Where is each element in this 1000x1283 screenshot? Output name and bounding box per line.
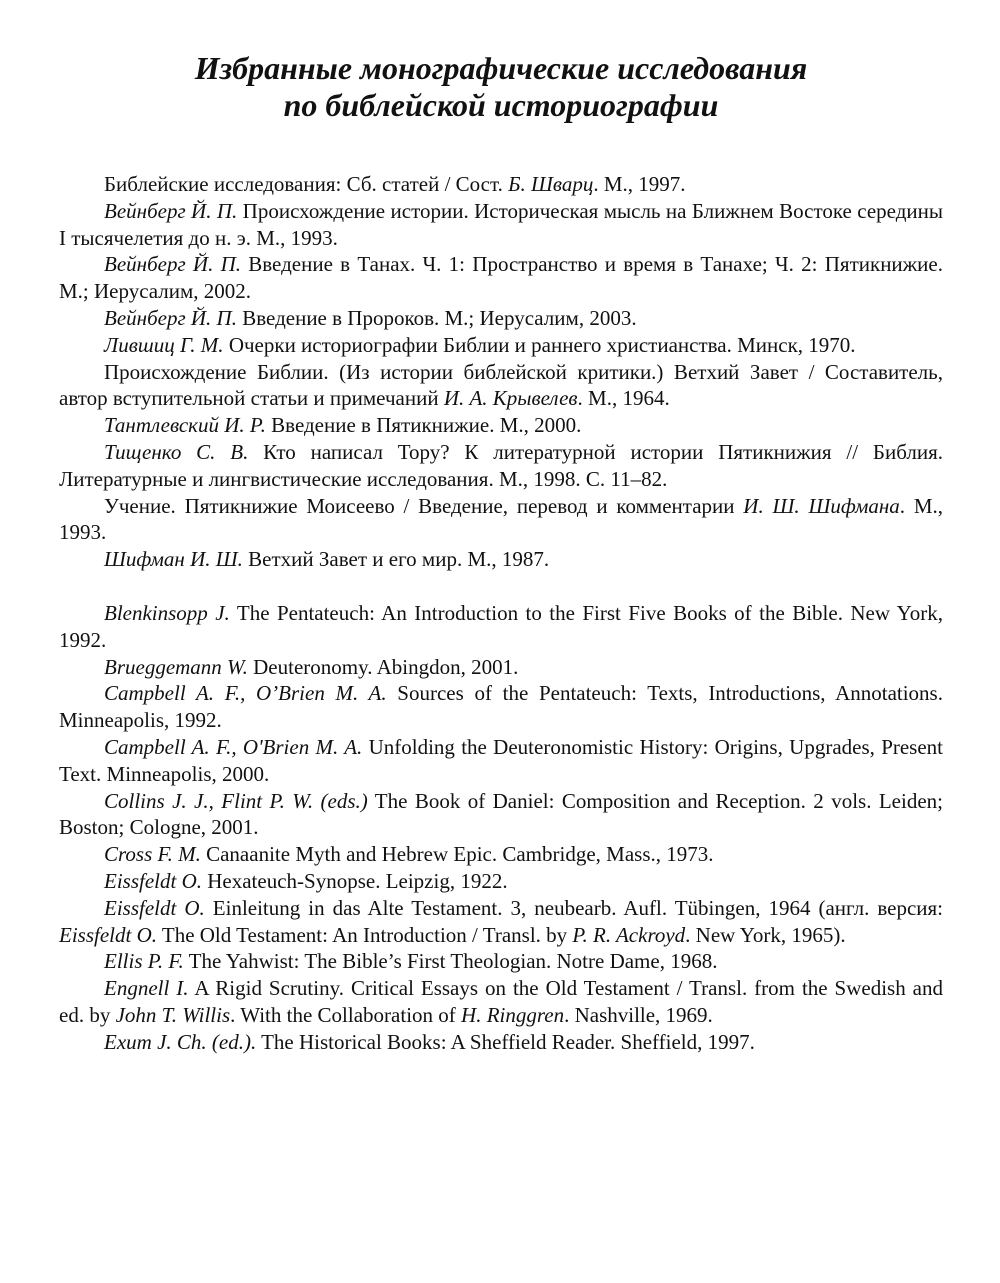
reference-entry	[59, 600, 943, 654]
reference-entry	[59, 868, 943, 895]
reference-text: Учение. Пятикнижие Моисеево / Введение, перевод и комментарии	[104, 493, 744, 518]
reference-author: Collins J. J., Flint P. W. (eds.)	[104, 788, 368, 813]
reference-author: Campbell A. F., O’Brien M. A.	[104, 681, 387, 706]
reference-text: . М., 1997.	[593, 172, 686, 196]
reference-text: . New York, 1965).	[685, 922, 846, 947]
reference-author: Тантлевский И. Р.	[104, 413, 266, 438]
reference-author: Blenkinsopp J.	[104, 600, 230, 625]
reference-author: H. Ringgren	[461, 1002, 565, 1027]
reference-text: Canaanite Myth and Hebrew Epic. Cambridge, Mass., 1973.	[200, 842, 714, 867]
reference-entry	[59, 493, 943, 547]
reference-entry	[59, 734, 943, 788]
reference-text: . With the Collaboration of	[230, 1002, 462, 1027]
reference-text: Введение в Танах. Ч. 1: Пространство и время в Танахе; Ч. 2: Пятикнижие. М.; Иерусалим, 2002.	[59, 252, 943, 304]
reference-author: Вейнберг Й. П.	[104, 305, 237, 330]
reference-author: Ellis P. F.	[104, 949, 184, 974]
reference-entry	[59, 198, 943, 252]
reference-entry	[59, 841, 943, 868]
reference-text: Происхождение истории. Историческая мысль на Ближнем Востоке середины I тысячелетия до н. э. М., 1993.	[59, 198, 943, 250]
reference-text: Einleitung in das Alte Testament. 3, neubearb. Aufl. Tübingen, 1964 (англ. версия:	[204, 895, 943, 920]
reference-entry	[59, 680, 943, 734]
reference-author: И. Ш. Шифмана	[743, 493, 900, 518]
reference-text: Библейские исследования: Сб. статей / Сост.	[104, 172, 509, 196]
reference-text: Ветхий Завет и его мир. М., 1987.	[242, 547, 550, 572]
reference-text: The Book of Daniel: Composition and Reception. 2 vols. Leiden; Boston; Cologne, 2001.	[59, 788, 943, 840]
reference-text: . Nashville, 1969.	[564, 1002, 713, 1027]
reference-entry	[59, 359, 943, 413]
reference-entry	[59, 251, 943, 305]
reference-text: Deuteronomy. Abingdon, 2001.	[247, 654, 519, 679]
reference-author: Б. Шварц	[508, 172, 594, 196]
reference-text: The Old Testament: An Introduction / Transl. by	[157, 922, 573, 947]
references-list	[59, 171, 943, 1056]
reference-text: The Yahwist: The Bible’s First Theologian. Notre Dame, 1968.	[183, 949, 718, 974]
reference-author: Eissfeldt O.	[59, 922, 157, 947]
reference-entry	[59, 546, 943, 573]
reference-entry	[59, 332, 943, 359]
reference-author: Eissfeldt O.	[104, 895, 205, 920]
reference-text: Введение в Пророков. М.; Иерусалим, 2003.	[236, 305, 637, 330]
reference-author: Тищенко С. В.	[104, 439, 249, 464]
russian-references	[59, 171, 943, 573]
reference-author: Campbell A. F., O'Brien M. A.	[104, 734, 363, 759]
reference-author: John T. Willis	[115, 1002, 231, 1027]
reference-entry	[59, 439, 943, 493]
reference-entry	[59, 305, 943, 332]
reference-author: Cross F. M.	[104, 842, 201, 867]
reference-text: Введение в Пятикнижие. М., 2000.	[265, 413, 582, 438]
title-line-1: Избранные монографические исследования	[194, 50, 808, 86]
reference-entry	[59, 975, 943, 1029]
reference-author: Шифман И. Ш.	[104, 547, 243, 572]
reference-text: The Pentateuch: An Introduction to the First Five Books of the Bible. New York, 1992.	[59, 600, 943, 652]
reference-author: Вейнберг Й. П.	[104, 198, 238, 223]
reference-text: Очерки историографии Библии и раннего христианства. Минск, 1970.	[223, 332, 856, 357]
reference-text: Sources of the Pentateuch: Texts, Introductions, Annotations. Minneapolis, 1992.	[59, 681, 943, 733]
reference-text: The Historical Books: A Sheffield Reader. Sheffield, 1997.	[256, 1029, 755, 1054]
section-gap	[59, 573, 943, 600]
reference-author: Brueggemann W.	[104, 654, 248, 679]
reference-entry	[59, 171, 943, 198]
reference-author: Exum J. Ch. (ed.).	[104, 1029, 257, 1054]
reference-text: . М., 1964.	[577, 386, 670, 411]
reference-author: P. R. Ackroyd	[572, 922, 686, 947]
title-line-2: по библейской историографии	[283, 87, 719, 123]
reference-author: Лившиц Г. М.	[104, 332, 224, 357]
reference-entry	[59, 412, 943, 439]
reference-text: A Rigid Scrutiny. Critical Essays on the Old Testament / Transl. from the Swedish and ed. by	[59, 976, 944, 1027]
reference-author: И. А. Крывелев	[443, 386, 578, 411]
reference-entry	[59, 895, 943, 949]
reference-text: Кто написал Тору? К литературной истории Пятикнижия // Библия. Литературные и лингвистические исследования. М., 1998. С. 11–82.	[59, 439, 943, 491]
reference-author: Engnell I.	[104, 976, 189, 1001]
bibliography-page	[59, 50, 943, 1056]
reference-entry	[59, 654, 943, 681]
reference-entry	[59, 788, 943, 842]
english-references	[59, 600, 943, 1056]
reference-author: Eissfeldt O.	[104, 868, 202, 893]
reference-entry	[59, 1029, 943, 1056]
reference-text: Происхождение Библии. (Из истории библейской критики.) Ветхий Завет / Составитель, автор вступительной статьи и примечаний	[59, 359, 943, 411]
reference-text: . М., 1993.	[59, 493, 943, 545]
reference-author: Вейнберг Й. П.	[104, 252, 241, 277]
page-title	[59, 50, 943, 124]
reference-text: Hexateuch-Synopse. Leipzig, 1922.	[202, 868, 508, 893]
reference-text: Unfolding the Deuteronomistic History: Origins, Upgrades, Present Text. Minneapolis, 2000.	[59, 734, 944, 786]
reference-entry	[59, 948, 943, 975]
